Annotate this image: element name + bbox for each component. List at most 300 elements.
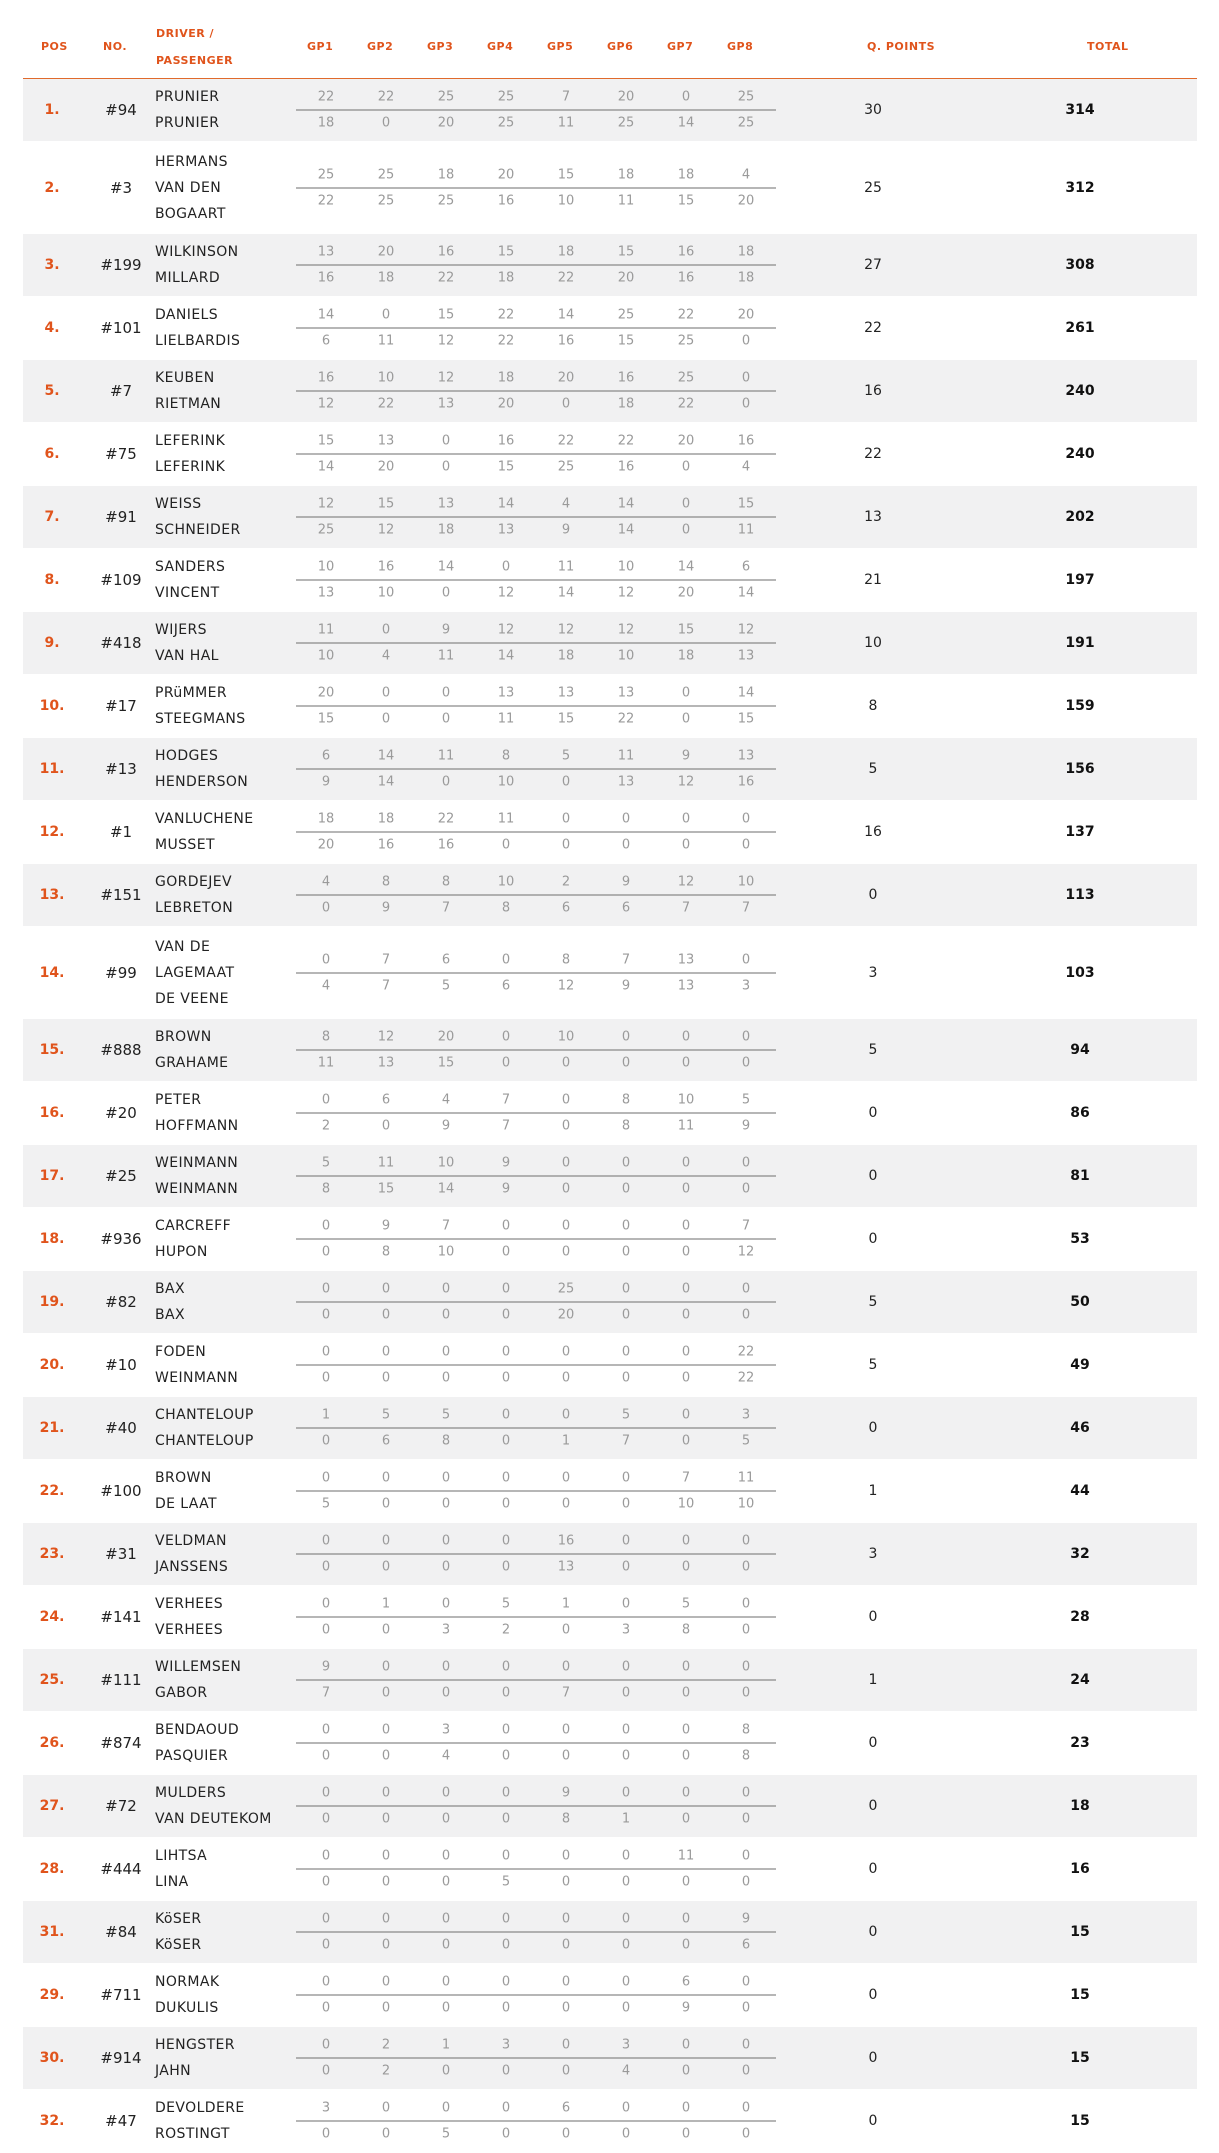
gp-points-cell	[296, 744, 776, 795]
gp1-passenger-points: 16	[317, 270, 335, 286]
position-cell: 25.	[39, 1672, 65, 1688]
gp5-driver-points: 9	[561, 1785, 571, 1801]
driver-passenger-cell	[155, 554, 315, 606]
qualifying-points-cell: 22	[864, 446, 882, 462]
gp2-passenger-points: 6	[381, 1433, 391, 1449]
gp8-driver-points: 0	[741, 1029, 751, 1045]
gp5-driver-points: 1	[561, 1596, 571, 1612]
gp-points-cell	[296, 947, 776, 998]
driver-gp-points	[296, 366, 776, 392]
qualifying-points-cell: 3	[868, 1546, 878, 1562]
gp2-driver-points: 0	[381, 1281, 391, 1297]
gp1-passenger-points: 6	[321, 333, 331, 349]
gp7-passenger-points: 10	[677, 1496, 695, 1512]
gp-points-cell	[296, 807, 776, 858]
gp-points-cell	[296, 1151, 776, 1202]
driver-gp-points	[296, 1718, 776, 1744]
qualifying-points-cell: 25	[864, 179, 882, 196]
qualifying-points-cell: 16	[864, 824, 882, 840]
gp6-passenger-points: 13	[617, 774, 635, 790]
gp1-passenger-points: 0	[321, 1433, 331, 1449]
position-cell: 10.	[39, 698, 65, 714]
gp3-driver-points: 10	[437, 1155, 455, 1171]
total-points-cell: 159	[1065, 698, 1095, 714]
passenger-gp-points	[296, 1240, 776, 1265]
gp6-passenger-points: 14	[617, 522, 635, 538]
gp7-passenger-points: 0	[681, 837, 691, 853]
gp2-passenger-points: 7	[381, 978, 391, 993]
table-row	[23, 927, 1197, 1019]
gp2-passenger-points: 18	[377, 270, 395, 286]
gp2-passenger-points: 0	[381, 1685, 391, 1701]
gp7-passenger-points: 13	[677, 978, 695, 993]
gp3-driver-points: 25	[437, 89, 455, 105]
passenger-gp-points	[296, 455, 776, 480]
gp8-driver-points: 0	[741, 1281, 751, 1297]
driver-passenger-cell	[155, 869, 315, 921]
name-line: LIELBARDIS	[155, 333, 241, 349]
passenger-gp-points	[296, 1870, 776, 1895]
total-points-cell: 81	[1070, 1168, 1090, 1184]
gp5-passenger-points: 0	[561, 1244, 571, 1260]
total-points-cell: 44	[1070, 1483, 1090, 1499]
qualifying-points-cell: 0	[868, 1609, 878, 1625]
gp8-driver-points: 0	[741, 1533, 751, 1549]
gp1-driver-points: 20	[317, 685, 335, 701]
gp1-driver-points: 13	[317, 244, 335, 260]
gp2-passenger-points: 0	[381, 1118, 391, 1134]
gp2-passenger-points: 22	[377, 396, 395, 412]
gp5-driver-points: 18	[557, 244, 575, 260]
position-cell: 18.	[39, 1231, 65, 1247]
gp3-driver-points: 8	[441, 874, 451, 890]
gp6-driver-points: 0	[621, 1722, 631, 1738]
gp8-driver-points: 5	[741, 1092, 751, 1108]
name-line: KöSER	[155, 1937, 202, 1953]
passenger-gp-points	[296, 1681, 776, 1706]
position-cell: 31.	[39, 1924, 65, 1940]
driver-passenger-cell	[155, 680, 315, 732]
name-line: RIETMAN	[155, 396, 222, 412]
gp2-passenger-points: 0	[381, 1811, 391, 1827]
gp4-driver-points: 15	[497, 244, 515, 260]
gp7-driver-points: 0	[681, 1722, 691, 1738]
driver-gp-points	[296, 1340, 776, 1366]
gp1-passenger-points: 13	[317, 585, 335, 601]
gp8-driver-points: 9	[741, 1911, 751, 1927]
passenger-gp-points	[296, 896, 776, 921]
gp7-passenger-points: 0	[681, 1055, 691, 1071]
gp7-driver-points: 18	[677, 167, 695, 182]
gp7-driver-points: 20	[677, 433, 695, 449]
gp7-driver-points: 0	[681, 2037, 691, 2053]
gp2-driver-points: 9	[381, 1218, 391, 1234]
gp3-driver-points: 22	[437, 811, 455, 827]
gp3-passenger-points: 9	[441, 1118, 451, 1134]
gp1-driver-points: 16	[317, 370, 335, 386]
gp4-driver-points: 0	[501, 1407, 511, 1423]
gp1-driver-points: 0	[321, 1344, 331, 1360]
passenger-gp-points	[296, 1618, 776, 1643]
gp8-passenger-points: 12	[737, 1244, 755, 1260]
name-line: DANIELS	[155, 307, 219, 323]
gp4-driver-points: 0	[501, 1911, 511, 1927]
gp6-passenger-points: 18	[617, 396, 635, 412]
total-points-cell: 28	[1070, 1609, 1090, 1625]
gp4-driver-points: 0	[501, 2100, 511, 2116]
name-line: VAN DE	[155, 938, 211, 955]
gp2-passenger-points: 25	[377, 193, 395, 208]
number-cell: #418	[100, 634, 142, 652]
number-cell: #1	[109, 823, 133, 841]
gp1-driver-points: 11	[317, 622, 335, 638]
gp5-passenger-points: 0	[561, 1370, 571, 1386]
table-row	[23, 2027, 1197, 2090]
gp7-passenger-points: 7	[681, 900, 691, 916]
driver-gp-points	[296, 492, 776, 518]
table-body	[23, 79, 1197, 2153]
gp1-driver-points: 12	[317, 496, 335, 512]
gp3-passenger-points: 0	[441, 1496, 451, 1512]
header-no: NO.	[103, 40, 127, 53]
name-line: HENDERSON	[155, 774, 249, 790]
name-line: WILKINSON	[155, 244, 239, 260]
gp6-driver-points: 16	[617, 370, 635, 386]
gp3-driver-points: 0	[441, 1596, 451, 1612]
gp6-passenger-points: 0	[621, 1181, 631, 1197]
gp7-passenger-points: 0	[681, 1937, 691, 1953]
header-qpoints: Q. POINTS	[867, 40, 935, 53]
position-cell: 24.	[39, 1609, 65, 1625]
total-points-cell: 24	[1070, 1672, 1090, 1688]
gp8-driver-points: 0	[741, 1848, 751, 1864]
qualifying-points-cell: 0	[868, 887, 878, 903]
gp2-passenger-points: 0	[381, 1937, 391, 1953]
gp1-passenger-points: 0	[321, 900, 331, 916]
position-cell: 29.	[39, 1987, 65, 2003]
gp1-driver-points: 18	[317, 811, 335, 827]
name-line: GORDEJEV	[155, 874, 232, 890]
qualifying-points-cell: 0	[868, 1798, 878, 1814]
table-row	[23, 234, 1197, 297]
gp7-driver-points: 0	[681, 1659, 691, 1675]
gp7-driver-points: 25	[677, 370, 695, 386]
gp1-passenger-points: 15	[317, 711, 335, 727]
gp3-driver-points: 11	[437, 748, 455, 764]
name-line: VAN DEN	[155, 179, 222, 196]
name-line: MILLARD	[155, 270, 221, 286]
gp8-passenger-points: 7	[741, 900, 751, 916]
gp-points-cell	[296, 240, 776, 291]
number-cell: #914	[100, 2049, 142, 2067]
name-line: SANDERS	[155, 559, 226, 575]
qualifying-points-cell: 0	[868, 1420, 878, 1436]
gp3-passenger-points: 8	[441, 1433, 451, 1449]
total-points-cell: 191	[1065, 635, 1095, 651]
passenger-gp-points	[296, 1051, 776, 1076]
gp2-passenger-points: 0	[381, 711, 391, 727]
gp2-driver-points: 0	[381, 1470, 391, 1486]
gp1-passenger-points: 9	[321, 774, 331, 790]
gp2-driver-points: 0	[381, 1533, 391, 1549]
name-line: HERMANS	[155, 153, 228, 170]
table-row	[23, 486, 1197, 549]
gp5-driver-points: 0	[561, 811, 571, 827]
gp8-passenger-points: 15	[737, 711, 755, 727]
position-cell: 9.	[44, 635, 60, 651]
total-points-cell: 103	[1065, 964, 1095, 981]
gp4-driver-points: 13	[497, 685, 515, 701]
driver-passenger-cell	[155, 365, 315, 417]
name-line: VANLUCHENE	[155, 811, 254, 827]
gp1-driver-points: 4	[321, 874, 331, 890]
number-cell: #13	[105, 760, 137, 778]
driver-gp-points	[296, 1592, 776, 1618]
gp7-passenger-points: 20	[677, 585, 695, 601]
qualifying-points-cell: 8	[868, 698, 878, 714]
gp-points-cell	[296, 1592, 776, 1643]
gp6-passenger-points: 0	[621, 1874, 631, 1890]
gp3-passenger-points: 7	[441, 900, 451, 916]
gp3-passenger-points: 20	[437, 115, 455, 131]
driver-gp-points	[296, 807, 776, 833]
gp7-driver-points: 0	[681, 1281, 691, 1297]
gp-points-cell	[296, 1340, 776, 1391]
gp4-driver-points: 0	[501, 1533, 511, 1549]
gp2-driver-points: 11	[377, 1155, 395, 1171]
driver-gp-points	[296, 2033, 776, 2059]
total-points-cell: 18	[1070, 1798, 1090, 1814]
driver-passenger-cell	[155, 934, 315, 1012]
qualifying-points-cell: 0	[868, 1231, 878, 1247]
gp3-passenger-points: 0	[441, 1370, 451, 1386]
gp7-passenger-points: 0	[681, 2063, 691, 2079]
gp3-driver-points: 0	[441, 1848, 451, 1864]
passenger-gp-points	[296, 644, 776, 669]
gp1-driver-points: 0	[321, 952, 331, 967]
total-points-cell: 312	[1065, 179, 1095, 196]
gp1-driver-points: 1	[321, 1407, 331, 1423]
gp5-driver-points: 4	[561, 496, 571, 512]
driver-passenger-cell	[155, 1150, 315, 1202]
gp4-driver-points: 8	[501, 748, 511, 764]
gp4-driver-points: 0	[501, 1218, 511, 1234]
gp2-driver-points: 0	[381, 1785, 391, 1801]
qualifying-points-cell: 10	[864, 635, 882, 651]
gp6-driver-points: 0	[621, 2100, 631, 2116]
driver-gp-points	[296, 681, 776, 707]
table-row	[23, 864, 1197, 927]
driver-passenger-cell	[155, 1969, 315, 2021]
gp2-passenger-points: 20	[377, 459, 395, 475]
gp4-driver-points: 0	[501, 1722, 511, 1738]
gp2-driver-points: 0	[381, 1848, 391, 1864]
table-header	[23, 0, 1197, 79]
gp3-driver-points: 15	[437, 307, 455, 323]
header-total: TOTAL	[1087, 40, 1129, 53]
gp2-driver-points: 2	[381, 2037, 391, 2053]
number-cell: #99	[105, 963, 137, 982]
gp5-passenger-points: 0	[561, 837, 571, 853]
gp2-driver-points: 0	[381, 1659, 391, 1675]
gp1-passenger-points: 0	[321, 1370, 331, 1386]
driver-passenger-cell	[155, 1780, 315, 1832]
table-row	[23, 1334, 1197, 1397]
name-line: DE VEENE	[155, 990, 229, 1007]
driver-passenger-cell	[155, 617, 315, 669]
name-line: VAN HAL	[155, 648, 219, 664]
gp-points-cell	[296, 1907, 776, 1958]
gp3-driver-points: 6	[441, 952, 451, 967]
name-line: BROWN	[155, 1029, 212, 1045]
gp3-passenger-points: 0	[441, 1874, 451, 1890]
gp8-passenger-points: 10	[737, 1496, 755, 1512]
position-cell: 27.	[39, 1798, 65, 1814]
gp4-driver-points: 0	[501, 1029, 511, 1045]
gp1-driver-points: 0	[321, 1848, 331, 1864]
gp7-passenger-points: 22	[677, 396, 695, 412]
gp8-passenger-points: 16	[737, 774, 755, 790]
gp5-passenger-points: 0	[561, 396, 571, 412]
gp8-driver-points: 20	[737, 307, 755, 323]
gp4-passenger-points: 10	[497, 774, 515, 790]
gp8-passenger-points: 5	[741, 1433, 751, 1449]
standings-table	[23, 0, 1197, 2153]
gp2-passenger-points: 12	[377, 522, 395, 538]
total-points-cell: 240	[1065, 383, 1095, 399]
gp1-passenger-points: 2	[321, 1118, 331, 1134]
gp7-driver-points: 0	[681, 89, 691, 105]
gp6-driver-points: 3	[621, 2037, 631, 2053]
total-points-cell: 16	[1070, 1861, 1090, 1877]
position-cell: 17.	[39, 1168, 65, 1184]
gp4-passenger-points: 0	[501, 1748, 511, 1764]
number-cell: #109	[100, 571, 142, 589]
gp1-passenger-points: 0	[321, 1244, 331, 1260]
gp6-passenger-points: 0	[621, 1685, 631, 1701]
qualifying-points-cell: 5	[868, 761, 878, 777]
table-row	[23, 675, 1197, 738]
gp6-driver-points: 0	[621, 1533, 631, 1549]
passenger-gp-points	[296, 833, 776, 858]
gp8-driver-points: 0	[741, 2037, 751, 2053]
gp5-driver-points: 22	[557, 433, 575, 449]
name-line: WILLEMSEN	[155, 1659, 242, 1675]
total-points-cell: 137	[1065, 824, 1095, 840]
header-gp6: GP6	[607, 40, 634, 53]
driver-passenger-cell	[155, 2095, 315, 2147]
gp3-passenger-points: 0	[441, 585, 451, 601]
gp5-driver-points: 15	[557, 167, 575, 182]
gp3-driver-points: 20	[437, 1029, 455, 1045]
gp3-passenger-points: 15	[437, 1055, 455, 1071]
gp4-driver-points: 0	[501, 1848, 511, 1864]
gp4-driver-points: 11	[497, 811, 515, 827]
gp1-driver-points: 22	[317, 89, 335, 105]
driver-passenger-cell	[155, 1276, 315, 1328]
gp2-driver-points: 25	[377, 167, 395, 182]
gp4-passenger-points: 6	[501, 978, 511, 993]
name-line: VAN DEUTEKOM	[155, 1811, 272, 1827]
number-cell: #91	[105, 508, 137, 526]
name-line: MULDERS	[155, 1785, 227, 1801]
gp2-driver-points: 8	[381, 874, 391, 890]
header-pos: POS	[41, 40, 68, 53]
gp8-passenger-points: 0	[741, 1874, 751, 1890]
header-gp4: GP4	[487, 40, 514, 53]
gp7-driver-points: 15	[677, 622, 695, 638]
gp5-passenger-points: 0	[561, 774, 571, 790]
total-points-cell: 240	[1065, 446, 1095, 462]
gp6-driver-points: 10	[617, 559, 635, 575]
table-row	[23, 1901, 1197, 1964]
gp2-driver-points: 6	[381, 1092, 391, 1108]
gp2-driver-points: 1	[381, 1596, 391, 1612]
gp1-passenger-points: 0	[321, 1622, 331, 1638]
gp7-passenger-points: 0	[681, 1370, 691, 1386]
name-line: LIHTSA	[155, 1848, 208, 1864]
table-row	[23, 801, 1197, 864]
gp4-passenger-points: 18	[497, 270, 515, 286]
driver-gp-points	[296, 1655, 776, 1681]
qualifying-points-cell: 0	[868, 2113, 878, 2129]
gp1-driver-points: 0	[321, 2037, 331, 2053]
name-line: BAX	[155, 1307, 185, 1323]
gp6-passenger-points: 7	[621, 1433, 631, 1449]
gp8-driver-points: 3	[741, 1407, 751, 1423]
passenger-gp-points	[296, 1366, 776, 1391]
header-gp3: GP3	[427, 40, 454, 53]
number-cell: #72	[105, 1797, 137, 1815]
gp1-driver-points: 6	[321, 748, 331, 764]
gp5-driver-points: 20	[557, 370, 575, 386]
gp2-passenger-points: 4	[381, 648, 391, 664]
qualifying-points-cell: 16	[864, 383, 882, 399]
name-line: LEFERINK	[155, 459, 226, 475]
gp2-driver-points: 0	[381, 685, 391, 701]
gp6-passenger-points: 8	[621, 1118, 631, 1134]
name-line: DEVOLDERE	[155, 2100, 245, 2116]
total-points-cell: 15	[1070, 1924, 1090, 1940]
gp4-passenger-points: 0	[501, 1811, 511, 1827]
gp7-driver-points: 9	[681, 748, 691, 764]
number-cell: #7	[109, 382, 133, 400]
gp2-passenger-points: 0	[381, 1559, 391, 1575]
position-cell: 28.	[39, 1861, 65, 1877]
position-cell: 20.	[39, 1357, 65, 1373]
number-cell: #94	[105, 101, 137, 119]
number-cell: #151	[100, 886, 142, 904]
gp7-driver-points: 0	[681, 1029, 691, 1045]
gp3-driver-points: 0	[441, 1785, 451, 1801]
gp7-driver-points: 7	[681, 1470, 691, 1486]
qualifying-points-cell: 5	[868, 1294, 878, 1310]
driver-passenger-cell	[155, 491, 315, 543]
gp7-driver-points: 0	[681, 496, 691, 512]
gp-points-cell	[296, 2096, 776, 2147]
gp7-passenger-points: 0	[681, 1559, 691, 1575]
gp1-passenger-points: 0	[321, 2000, 331, 2016]
number-cell: #17	[105, 697, 137, 715]
gp2-driver-points: 0	[381, 2100, 391, 2116]
gp5-passenger-points: 9	[561, 522, 571, 538]
gp3-driver-points: 7	[441, 1218, 451, 1234]
driver-gp-points	[296, 303, 776, 329]
driver-gp-points	[296, 870, 776, 896]
gp8-passenger-points: 3	[741, 978, 751, 993]
position-cell: 6.	[44, 446, 60, 462]
gp3-passenger-points: 3	[441, 1622, 451, 1638]
